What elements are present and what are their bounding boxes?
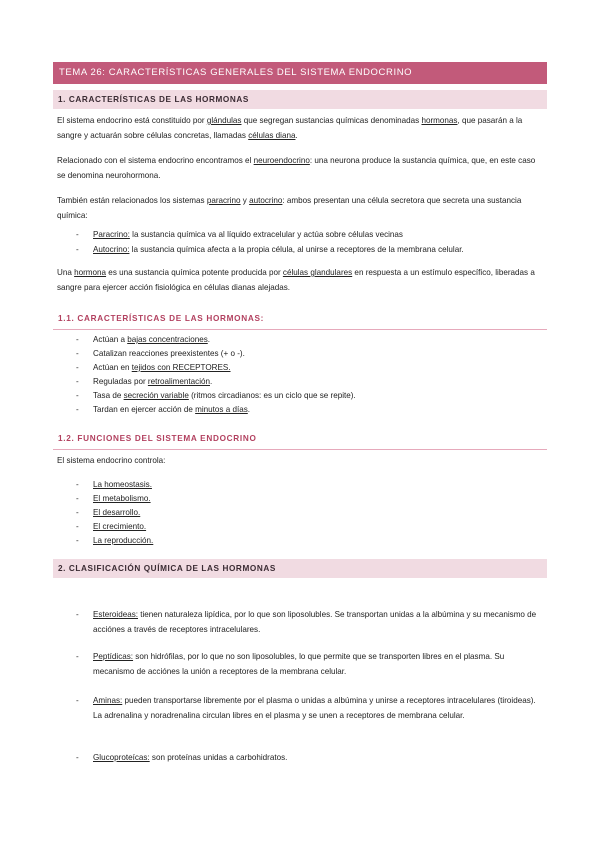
paragraph-glandulas: El sistema endocrino está constituido por glándulas que segregan sustancias químicas denominadas hormonas, que pasarán a la sangre y actuarán sobre células concretas, llamadas células diana.	[57, 116, 523, 140]
section-heading-2: 2. CLASIFICACIÓN QUÍMICA DE LAS HORMONAS	[53, 559, 547, 578]
paragraph-hormona: Una hormona es una sustancia química potente producida por células glandulares en respuesta a un estímulo específico, liberadas a sangre para ejercer acción fisiológica en células dianas alejadas.	[57, 268, 535, 292]
subsection-heading-1-2: 1.2. FUNCIONES DEL SISTEMA ENDOCRINO	[53, 434, 547, 450]
section-heading-1: 1. CARACTERÍSTICAS DE LAS HORMONAS	[53, 90, 547, 109]
bullet-dash: -	[76, 245, 79, 254]
subsection-heading-1-1: 1.1. CARACTERÍSTICAS DE LAS HORMONAS:	[53, 314, 547, 330]
paragraph-paracrino-autocrino: También están relacionados los sistemas paracrino y autocrino: ambos presentan una célula secretora que secreta una sustancia química:	[57, 196, 522, 220]
paragraph-controla: El sistema endocrino controla:	[57, 456, 166, 465]
document-title: TEMA 26: CARACTERÍSTICAS GENERALES DEL SISTEMA ENDOCRINO	[53, 62, 547, 84]
bullet-dash: -	[76, 230, 79, 239]
paragraph-neuroendocrino: Relacionado con el sistema endocrino encontramos el neuroendocrino: una neurona produce la sustancia química, que, en este caso se denomina neurohormona.	[57, 156, 536, 180]
